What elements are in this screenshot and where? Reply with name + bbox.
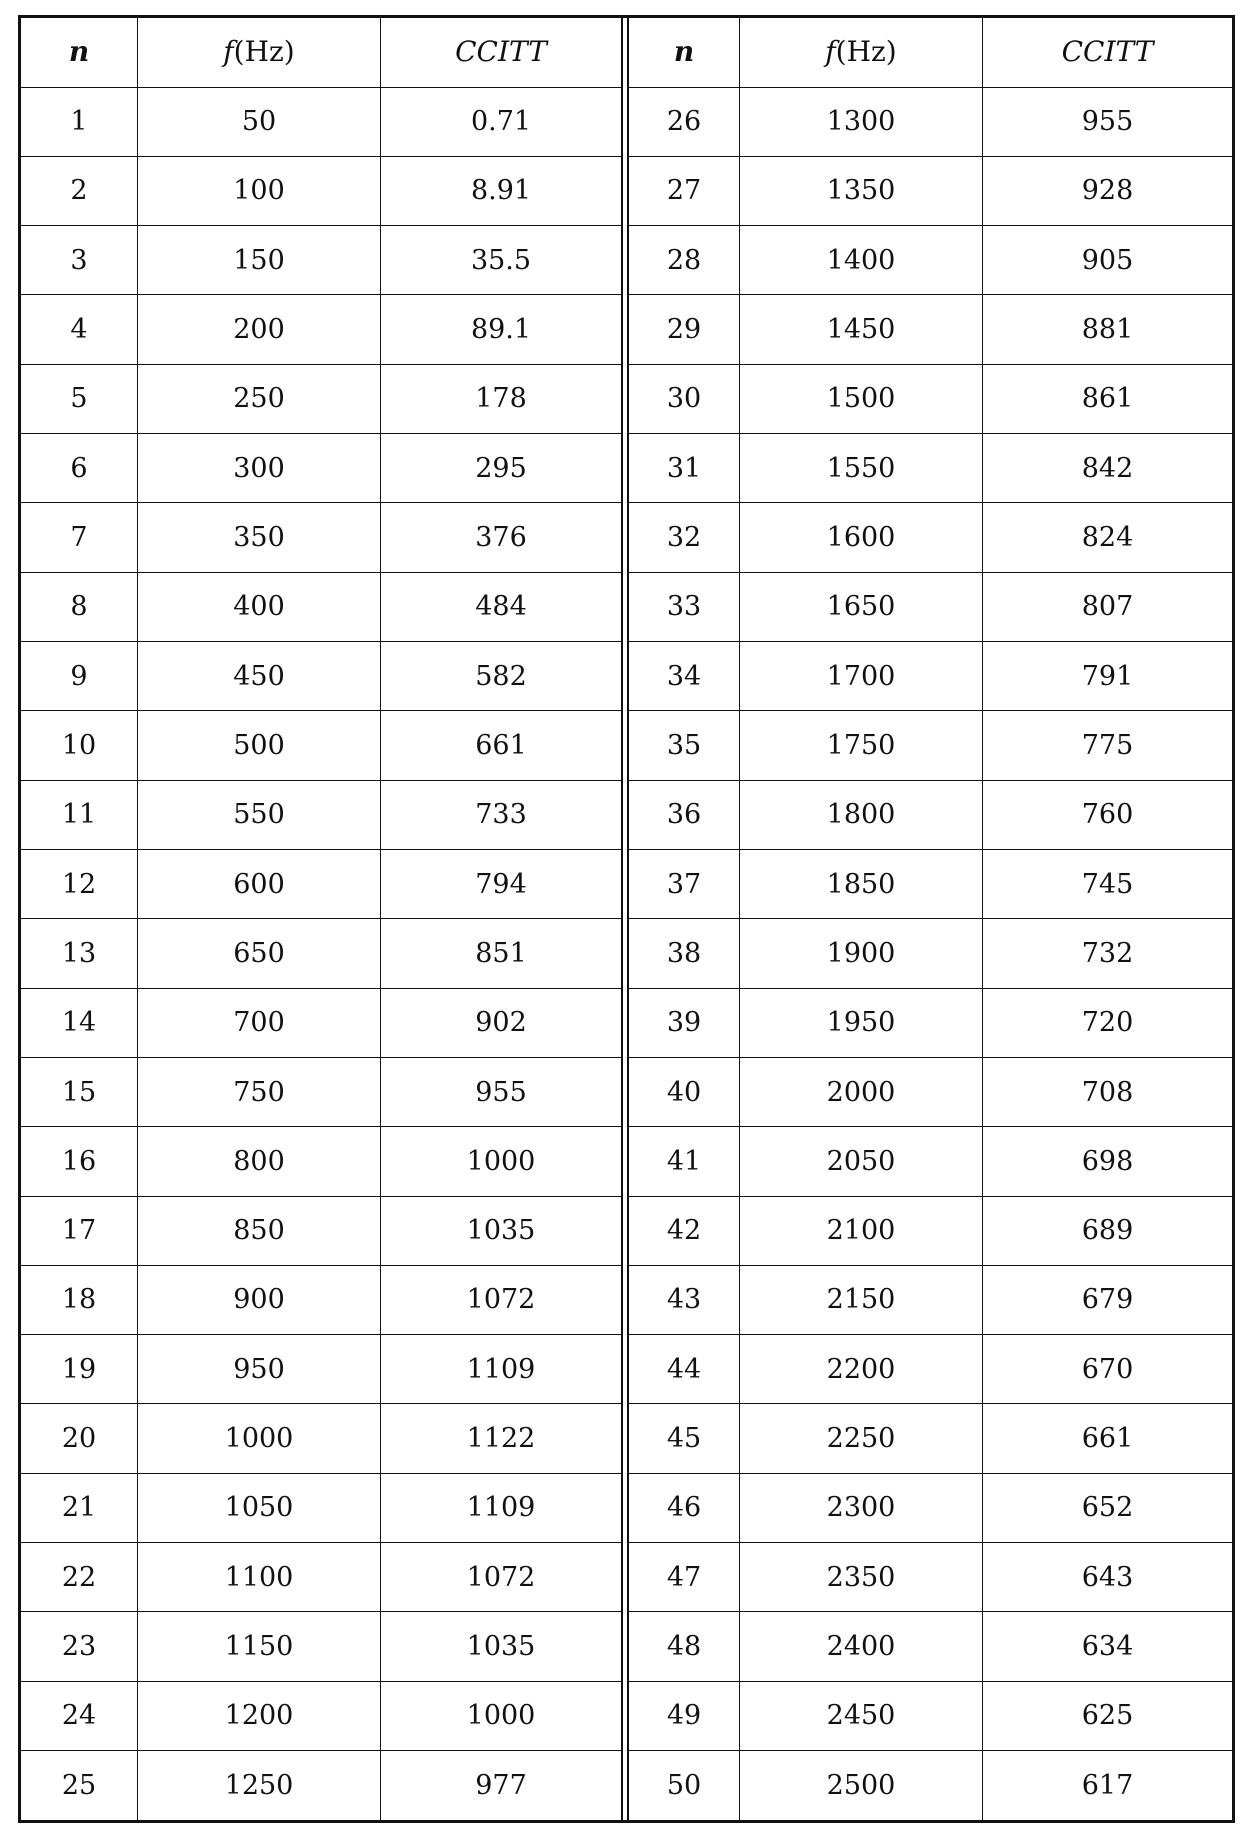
- cell-n: 26: [629, 87, 740, 156]
- table-row: [21, 156, 621, 225]
- cell-n: 42: [629, 1196, 740, 1265]
- table-row: [629, 1612, 1232, 1681]
- cell-frequency: 100: [138, 156, 381, 225]
- cell-n: 7: [21, 503, 138, 572]
- cell-n: 31: [629, 434, 740, 503]
- cell-frequency: 1400: [740, 226, 983, 295]
- cell-ccitt: 902: [381, 988, 622, 1057]
- cell-ccitt: 1072: [381, 1265, 622, 1334]
- cell-frequency: 2100: [740, 1196, 983, 1265]
- cell-frequency: 2500: [740, 1751, 983, 1821]
- cell-frequency: 1550: [740, 434, 983, 503]
- table-row: [21, 572, 621, 641]
- table-row: [629, 780, 1232, 849]
- cell-frequency: 1700: [740, 642, 983, 711]
- cell-ccitt: 791: [983, 642, 1233, 711]
- table-row: [629, 711, 1232, 780]
- table-row: [21, 1612, 621, 1681]
- cell-frequency: 2150: [740, 1265, 983, 1334]
- cell-n: 9: [21, 642, 138, 711]
- header-f-symbol: f: [825, 35, 836, 69]
- table-row: [629, 1057, 1232, 1126]
- cell-frequency: 500: [138, 711, 381, 780]
- cell-ccitt: 708: [983, 1057, 1233, 1126]
- cell-frequency: 800: [138, 1127, 381, 1196]
- cell-n: 46: [629, 1473, 740, 1542]
- table-row: [21, 1681, 621, 1750]
- cell-frequency: 600: [138, 849, 381, 918]
- cell-n: 15: [21, 1057, 138, 1126]
- cell-frequency: 2400: [740, 1612, 983, 1681]
- cell-ccitt: 1122: [381, 1404, 622, 1473]
- cell-frequency: 1000: [138, 1404, 381, 1473]
- cell-frequency: 200: [138, 295, 381, 364]
- cell-frequency: 900: [138, 1265, 381, 1334]
- table-row: [629, 156, 1232, 225]
- cell-frequency: 2450: [740, 1681, 983, 1750]
- header-frequency: [138, 18, 381, 87]
- table-row: [629, 642, 1232, 711]
- table-row: [629, 1473, 1232, 1542]
- table-row: [21, 849, 621, 918]
- table-row: [629, 1681, 1232, 1750]
- cell-frequency: 650: [138, 919, 381, 988]
- table-row: [629, 434, 1232, 503]
- cell-frequency: 2050: [740, 1127, 983, 1196]
- cell-n: 41: [629, 1127, 740, 1196]
- table-row: [21, 1543, 621, 1612]
- cell-n: 44: [629, 1335, 740, 1404]
- cell-n: 27: [629, 156, 740, 225]
- cell-ccitt: 625: [983, 1681, 1233, 1750]
- cell-ccitt: 35.5: [381, 226, 622, 295]
- double-rule-divider: [621, 18, 629, 1820]
- cell-n: 11: [21, 780, 138, 849]
- cell-ccitt: 484: [381, 572, 622, 641]
- cell-frequency: 2200: [740, 1335, 983, 1404]
- cell-frequency: 350: [138, 503, 381, 572]
- cell-n: 38: [629, 919, 740, 988]
- cell-ccitt: 679: [983, 1265, 1233, 1334]
- cell-n: 13: [21, 919, 138, 988]
- cell-n: 39: [629, 988, 740, 1057]
- cell-n: 25: [21, 1751, 138, 1821]
- cell-ccitt: 670: [983, 1335, 1233, 1404]
- cell-frequency: 1950: [740, 988, 983, 1057]
- table-row: [629, 364, 1232, 433]
- cell-frequency: 1200: [138, 1681, 381, 1750]
- cell-n: 47: [629, 1543, 740, 1612]
- table-row: [21, 434, 621, 503]
- cell-ccitt: 794: [381, 849, 622, 918]
- cell-ccitt: 295: [381, 434, 622, 503]
- table-row: [21, 1335, 621, 1404]
- cell-frequency: 300: [138, 434, 381, 503]
- cell-ccitt: 745: [983, 849, 1233, 918]
- table-row: [21, 711, 621, 780]
- cell-ccitt: 689: [983, 1196, 1233, 1265]
- cell-frequency: 150: [138, 226, 381, 295]
- cell-frequency: 2250: [740, 1404, 983, 1473]
- cell-n: 21: [21, 1473, 138, 1542]
- table-row: [629, 1127, 1232, 1196]
- cell-ccitt: 1000: [381, 1681, 622, 1750]
- cell-frequency: 1450: [740, 295, 983, 364]
- cell-ccitt: 582: [381, 642, 622, 711]
- header-ccitt: CCITT: [381, 18, 622, 87]
- cell-n: 45: [629, 1404, 740, 1473]
- cell-n: 19: [21, 1335, 138, 1404]
- table-row: [21, 295, 621, 364]
- header-f-unit: (Hz): [835, 35, 897, 69]
- table-row: [629, 1335, 1232, 1404]
- cell-n: 40: [629, 1057, 740, 1126]
- cell-ccitt: 634: [983, 1612, 1233, 1681]
- cell-n: 29: [629, 295, 740, 364]
- cell-ccitt: 1072: [381, 1543, 622, 1612]
- cell-frequency: 1050: [138, 1473, 381, 1542]
- header-f-unit: (Hz): [233, 35, 295, 69]
- cell-n: 5: [21, 364, 138, 433]
- cell-n: 30: [629, 364, 740, 433]
- cell-n: 12: [21, 849, 138, 918]
- cell-frequency: 400: [138, 572, 381, 641]
- cell-n: 50: [629, 1751, 740, 1821]
- cell-frequency: 1100: [138, 1543, 381, 1612]
- cell-n: 22: [21, 1543, 138, 1612]
- cell-ccitt: 1109: [381, 1335, 622, 1404]
- table-row: [629, 849, 1232, 918]
- cell-n: 2: [21, 156, 138, 225]
- table-left: [21, 18, 621, 1820]
- table-row: [21, 503, 621, 572]
- cell-n: 16: [21, 1127, 138, 1196]
- table-row: [21, 1057, 621, 1126]
- cell-ccitt: 955: [983, 87, 1233, 156]
- cell-ccitt: 881: [983, 295, 1233, 364]
- table-right-half: [629, 18, 1232, 1820]
- cell-n: 34: [629, 642, 740, 711]
- cell-ccitt: 720: [983, 988, 1233, 1057]
- cell-n: 8: [21, 572, 138, 641]
- cell-ccitt: 698: [983, 1127, 1233, 1196]
- table-row: [21, 1127, 621, 1196]
- cell-frequency: 50: [138, 87, 381, 156]
- cell-n: 23: [21, 1612, 138, 1681]
- cell-ccitt: 861: [983, 364, 1233, 433]
- cell-ccitt: 775: [983, 711, 1233, 780]
- cell-n: 10: [21, 711, 138, 780]
- table-row: [629, 572, 1232, 641]
- cell-n: 32: [629, 503, 740, 572]
- cell-n: 33: [629, 572, 740, 641]
- cell-ccitt: 977: [381, 1751, 622, 1821]
- table-row: [21, 780, 621, 849]
- cell-frequency: 700: [138, 988, 381, 1057]
- cell-frequency: 750: [138, 1057, 381, 1126]
- header-n: n: [629, 18, 740, 87]
- header-f-symbol: f: [223, 35, 234, 69]
- header-n: n: [21, 18, 138, 87]
- cell-n: 20: [21, 1404, 138, 1473]
- cell-ccitt: 661: [983, 1404, 1233, 1473]
- table-row: [21, 1196, 621, 1265]
- cell-frequency: 550: [138, 780, 381, 849]
- cell-frequency: 250: [138, 364, 381, 433]
- cell-frequency: 1150: [138, 1612, 381, 1681]
- table-row: [21, 1404, 621, 1473]
- cell-frequency: 1600: [740, 503, 983, 572]
- cell-frequency: 1800: [740, 780, 983, 849]
- header-ccitt: CCITT: [983, 18, 1233, 87]
- cell-ccitt: 905: [983, 226, 1233, 295]
- cell-frequency: 1350: [740, 156, 983, 225]
- table-row: [629, 919, 1232, 988]
- cell-frequency: 1900: [740, 919, 983, 988]
- table-row: [629, 1751, 1232, 1821]
- cell-n: 35: [629, 711, 740, 780]
- cell-n: 6: [21, 434, 138, 503]
- cell-n: 49: [629, 1681, 740, 1750]
- cell-ccitt: 851: [381, 919, 622, 988]
- table-row: [21, 988, 621, 1057]
- ccitt-weighting-table: [18, 15, 1235, 1823]
- cell-n: 36: [629, 780, 740, 849]
- table-row: [21, 87, 621, 156]
- cell-ccitt: 807: [983, 572, 1233, 641]
- cell-n: 37: [629, 849, 740, 918]
- cell-n: 3: [21, 226, 138, 295]
- cell-frequency: 1300: [740, 87, 983, 156]
- table-row: [629, 226, 1232, 295]
- cell-frequency: 1500: [740, 364, 983, 433]
- table-row: [21, 919, 621, 988]
- table-row: [629, 295, 1232, 364]
- cell-ccitt: 733: [381, 780, 622, 849]
- cell-frequency: 2300: [740, 1473, 983, 1542]
- cell-ccitt: 1035: [381, 1612, 622, 1681]
- cell-ccitt: 376: [381, 503, 622, 572]
- cell-ccitt: 8.91: [381, 156, 622, 225]
- cell-n: 17: [21, 1196, 138, 1265]
- cell-frequency: 1250: [138, 1751, 381, 1821]
- table-row: [629, 1196, 1232, 1265]
- cell-frequency: 2000: [740, 1057, 983, 1126]
- table-row: [21, 1265, 621, 1334]
- cell-n: 4: [21, 295, 138, 364]
- cell-ccitt: 643: [983, 1543, 1233, 1612]
- cell-ccitt: 955: [381, 1057, 622, 1126]
- cell-n: 43: [629, 1265, 740, 1334]
- table-right-body: [629, 87, 1232, 1820]
- header-frequency: [740, 18, 983, 87]
- table-row: [629, 503, 1232, 572]
- cell-ccitt: 1000: [381, 1127, 622, 1196]
- cell-ccitt: 1109: [381, 1473, 622, 1542]
- table-row: [629, 1404, 1232, 1473]
- cell-ccitt: 928: [983, 156, 1233, 225]
- table-row: [629, 1265, 1232, 1334]
- cell-frequency: 1750: [740, 711, 983, 780]
- cell-ccitt: 760: [983, 780, 1233, 849]
- cell-n: 48: [629, 1612, 740, 1681]
- cell-ccitt: 178: [381, 364, 622, 433]
- table-row: [21, 642, 621, 711]
- cell-n: 1: [21, 87, 138, 156]
- cell-ccitt: 89.1: [381, 295, 622, 364]
- cell-frequency: 850: [138, 1196, 381, 1265]
- cell-n: 28: [629, 226, 740, 295]
- cell-ccitt: 1035: [381, 1196, 622, 1265]
- table-row: [21, 1473, 621, 1542]
- table-left-half: [21, 18, 621, 1820]
- cell-n: 14: [21, 988, 138, 1057]
- table-row: [21, 364, 621, 433]
- cell-n: 18: [21, 1265, 138, 1334]
- cell-frequency: 950: [138, 1335, 381, 1404]
- cell-frequency: 450: [138, 642, 381, 711]
- cell-n: 24: [21, 1681, 138, 1750]
- table-row: [629, 988, 1232, 1057]
- table-row: [629, 1543, 1232, 1612]
- cell-ccitt: 661: [381, 711, 622, 780]
- table-row: [629, 87, 1232, 156]
- table-right: [629, 18, 1232, 1820]
- cell-ccitt: 617: [983, 1751, 1233, 1821]
- cell-frequency: 1650: [740, 572, 983, 641]
- cell-ccitt: 732: [983, 919, 1233, 988]
- cell-frequency: 1850: [740, 849, 983, 918]
- cell-ccitt: 842: [983, 434, 1233, 503]
- table-row: [21, 226, 621, 295]
- table-row: [21, 1751, 621, 1821]
- cell-ccitt: 824: [983, 503, 1233, 572]
- table-left-body: [21, 87, 621, 1820]
- cell-ccitt: 0.71: [381, 87, 622, 156]
- cell-ccitt: 652: [983, 1473, 1233, 1542]
- cell-frequency: 2350: [740, 1543, 983, 1612]
